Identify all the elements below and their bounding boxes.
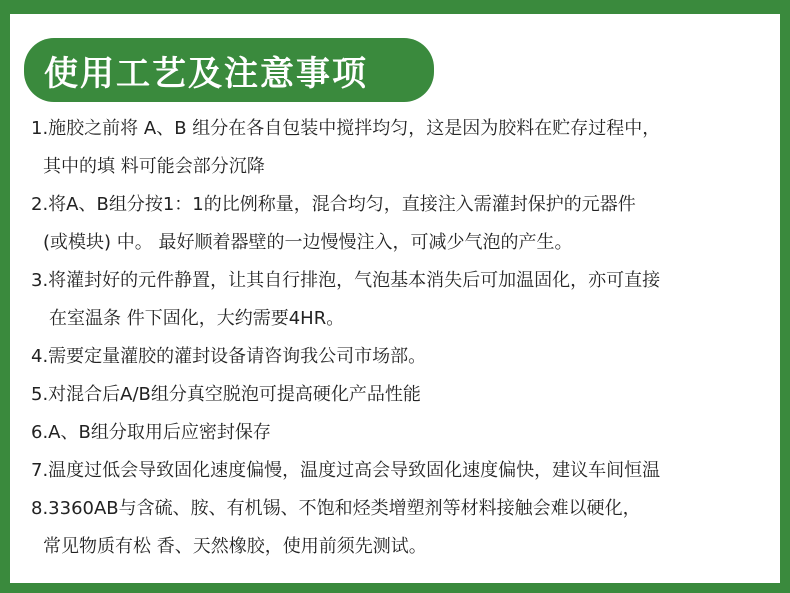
item-5: 5.对混合后A/B组分真空脱泡可提高硬化产品性能 <box>31 384 421 405</box>
item-3-line-2: 在室温条 件下固化，大约需要4HR。 <box>49 308 345 329</box>
page-title: 使用工艺及注意事项 <box>44 53 368 94</box>
item-8-line-2: 常见物质有松 香、天然橡胶，使用前须先测试。 <box>43 536 427 557</box>
item-2-line-2: (或模块) 中。 最好顺着器壁的一边慢慢注入，可减少气泡的产生。 <box>43 232 573 253</box>
instructions-list <box>31 110 769 566</box>
item-7: 7.温度过低会导致固化速度偏慢，温度过高会导致固化速度偏快，建议车间恒温 <box>31 460 661 481</box>
item-3-line-1: 3.将灌封好的元件静置，让其自行排泡，气泡基本消失后可加温固化，亦可直接 <box>31 270 661 291</box>
item-4: 4.需要定量灌胶的灌封设备请咨询我公司市场部。 <box>31 346 427 367</box>
item-1-line-1: 1.施胶之前将 A、B 组分在各自包装中搅拌均匀，这是因为胶料在贮存过程中， <box>31 118 661 139</box>
item-1-line-2: 其中的填 料可能会部分沉降 <box>43 156 265 177</box>
title-badge <box>24 38 434 102</box>
item-8-line-1: 8.3360AB与含硫、胺、有机锡、不饱和烃类增塑剂等材料接触会难以硬化， <box>31 498 641 519</box>
item-6: 6.A、B组分取用后应密封保存 <box>31 422 271 443</box>
item-2-line-1: 2.将A、B组分按1：1的比例称量，混合均匀，直接注入需灌封保护的元器件 <box>31 194 636 215</box>
